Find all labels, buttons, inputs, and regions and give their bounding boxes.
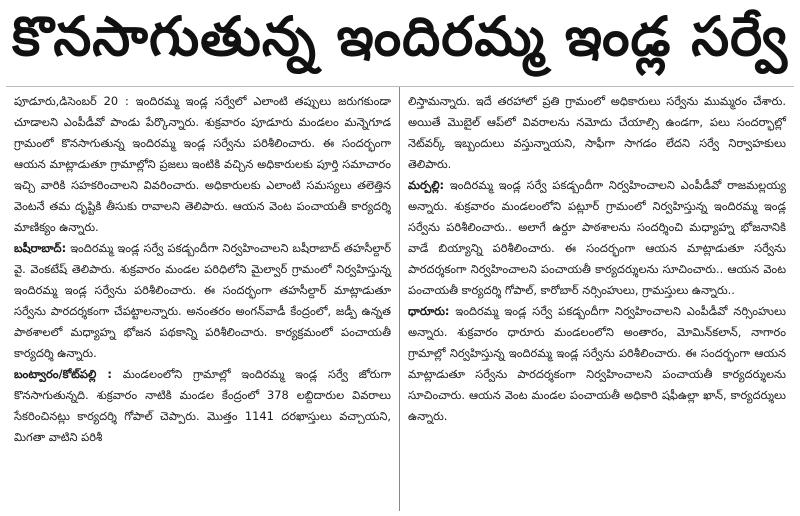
article-body (6, 87, 794, 511)
paragraph-continuation (408, 91, 786, 175)
dateline: బంట్వారం/కోట్‌పల్లి : (14, 367, 112, 381)
dateline: మర్పల్లి: (408, 178, 445, 192)
paragraph-text: లిస్తామన్నారు. ఇదే తరహాలో ప్రతి గ్రామంలో అధికారులు సర్వేను ముమ్మరం చేశారు. అయితే మొబైల్ ఆప్‌లో వివరాలను నమోదు చేయాల్సి ఉండగా, పలు సందర్భాల్లో నెట్‌వర్క్ ఇబ్బందులు వస్తున్నాయని, సాఫీగా సాగడం లేదని సర్వే నిర్వాహకులు తెలిపారు. (408, 94, 786, 171)
right-column (400, 87, 794, 511)
paragraph-basheerabad (14, 238, 391, 364)
paragraph-marpalli (408, 175, 786, 301)
headline: కొనసాగుతున్న ఇందిరమ్మ ఇండ్ల సర్వే (6, 0, 794, 87)
paragraph-bantwaram (14, 364, 391, 448)
paragraph-text: మండలంలోని గ్రామాల్లో ఇందిరమ్మ ఇండ్ల సర్వే జోరుగా కొనసాగుతున్నది. శుక్రవారం నాటికి మండల కేంద్రంలో 378 లబ్దిదారుల వివరాలు సేకరించినట్లు కార్యదర్శి గోపాల్ చెప్పారు. మొత్తం 1141 దరఖాస్తులు వచ్చాయని, మిగతా వాటిని పరిశీ (14, 367, 391, 444)
paragraph-dharur (408, 301, 786, 427)
paragraph-pudur (14, 91, 391, 238)
paragraph-text: ఇందిరమ్మ ఇండ్ల సర్వే పకడ్బందీగా నిర్వహించాలని ఎంపీడీవో నర్సింహులు అన్నారు. శుక్రవారం ధారూరు మండలంలోని అంతారం, మోమిన్‌కలాన్, నాగారం గ్రామాల్లో నిర్వహిస్తున్న ఇందిరమ్మ ఇండ్ల సర్వేను పరిశీలించారు. ఈ సందర్భంగా ఆయన మాట్లాడుతూ సర్వేను పారదర్శకంగా నిర్వహించాలని పంచాయతీ కార్యదర్శులను సూచించారు. ఆయన వెంట మండల పంచాయతీ అధికారి షఫీఉల్లా ఖాన్, కార్యదర్శులు ఉన్నారు. (408, 304, 786, 423)
left-column (6, 87, 400, 511)
dateline: ధారూరు: (408, 304, 450, 318)
paragraph-text: ఇందిరమ్మ ఇండ్ల సర్వే పకడ్బందీగా నిర్వహించాలని ఎంపీడీవో రాజమల్లయ్య అన్నారు. శుక్రవారం మండలంలోని పట్లూర్ గ్రామంలో నిర్వహిస్తున్న ఇందిరమ్మ ఇండ్ల సర్వేను పరిశీలించారు.. అలాగే ఉర్దూ పాఠశాలను సందర్శించి మధ్యాహ్న భోజనానికి వాడే బియ్యాన్ని పరిశీలించారు. ఈ సందర్భంగా ఆయన మాట్లాడుతూ సర్వేను పారదర్శకంగా నిర్వహించాలని పంచాయతీ కార్యదర్శులను సూచించారు.. ఆయన వెంట పంచాయతీ కార్యదర్శి గోపాల్, కారోబార్ నర్సింహులు, గ్రామస్తులు ఉన్నారు.. (408, 178, 786, 297)
paragraph-text: ఇందిరమ్మ ఇండ్ల సర్వే పకడ్బందీగా నిర్వహించాలని బషీరాబాద్ తహసీల్దార్ వై. వెంకటేష్ తెలిపారు. శుక్రవారం మండల పరిధిలోని మైల్వార్ గ్రామంలో నిర్వహిస్తున్న ఇందిరమ్మ ఇండ్ల సర్వేను పరిశీలించారు. ఈ సందర్భంగా తహసీల్దార్ మాట్లాడుతూ సర్వేను పారదర్శకంగా చేపట్టాలన్నారు. అనంతరం అంగన్‌వాడీ కేంద్రంలో, జడ్పీ ఉన్నత పాఠశాలలో మధ్యాహ్న భోజన పథకాన్ని పరిశీలించారు. కార్యక్రమంలో పంచాయతీ కార్యదర్శి ఉన్నారు. (14, 241, 391, 360)
dateline: బషీరాబాద్: (14, 241, 67, 255)
paragraph-text: పూడూరు,డిసెంబర్ 20 : ఇందిరమ్మ ఇండ్ల సర్వేలో ఎలాంటి తప్పులు జరుగకుండా చూడాలని ఎంపీడీవో పాండు పేర్కొన్నారు. శుక్రవారం పూడూరు మండలం మన్నెగూడ గ్రామంలో కొనసాగుతున్న ఇందిరమ్మ ఇండ్ల సర్వేను పరిశీలించారు. ఈ సందర్భంగా ఆయన మాట్లాడుతూ గ్రామాల్లోని ప్రజలు ఇంటికి వచ్చిన అధికారులకు పూర్తి సమాచారం ఇచ్చి వారికి సహకరించాలని వివరించారు. అధికారులకు ఎలాంటి సమస్యలు తలెత్తిన వెంటనే తమ దృష్టికి తీసుకు రావాలని తెలిపారు. ఆయన వెంట పంచాయతీ కార్యదర్శి మాణిక్యం ఉన్నారు. (14, 94, 391, 234)
